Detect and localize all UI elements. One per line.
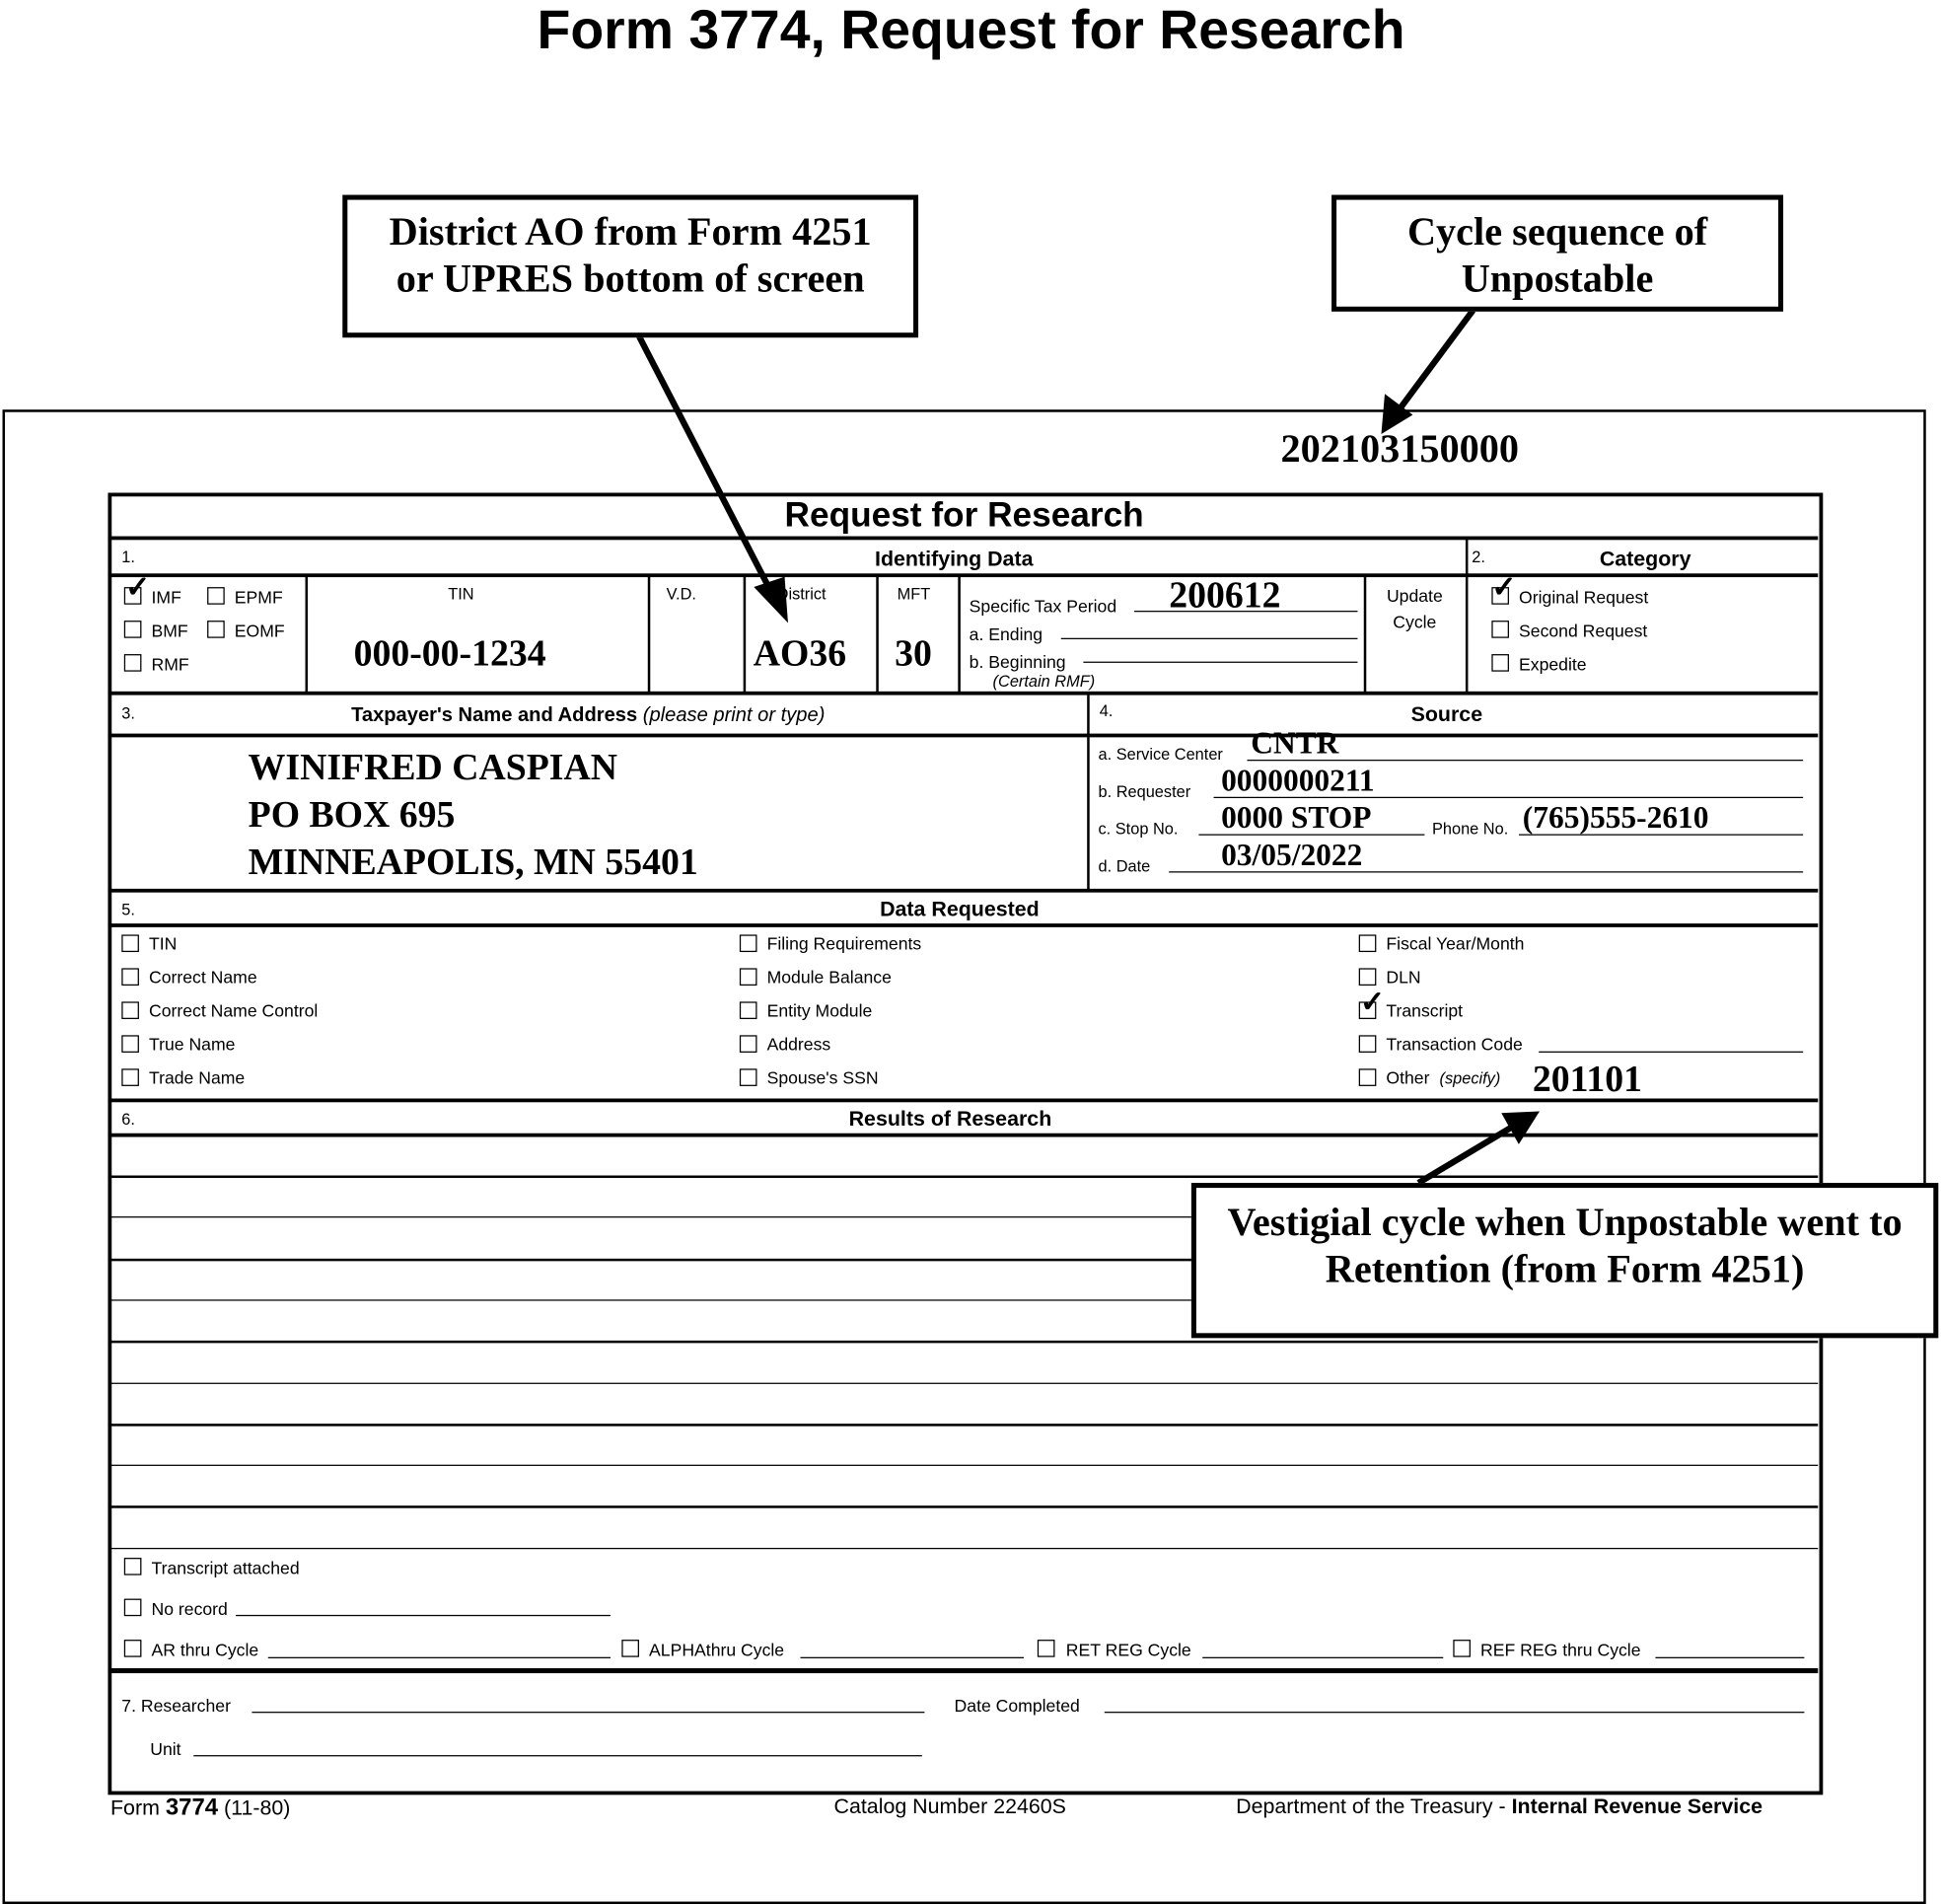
- label-spouse-s-ssn: Spouse's SSN: [766, 1067, 879, 1088]
- other-value[interactable]: 201101: [1532, 1059, 1643, 1100]
- mft-value[interactable]: 30: [895, 632, 932, 675]
- label-entity-module: Entity Module: [766, 1000, 873, 1021]
- label-module-balance: Module Balance: [766, 967, 892, 988]
- checkbox-correct-name-control[interactable]: [121, 1001, 139, 1019]
- checkbox-epmf[interactable]: [207, 587, 225, 605]
- section-title-category: Category: [1599, 547, 1691, 571]
- label-no-record: No record: [151, 1598, 228, 1619]
- catalog-number: Catalog Number 22460S: [833, 1794, 1066, 1819]
- checkbox-alpha-thru-cycle[interactable]: [621, 1640, 639, 1657]
- checkbox-filing-requirements[interactable]: [740, 934, 757, 952]
- section-title-identifying-data: Identifying Data: [875, 547, 1034, 571]
- checkbox-tin[interactable]: [121, 934, 139, 952]
- taxpayer-title: Taxpayer's Name and Address: [351, 704, 638, 727]
- requester-label: b. Requester: [1098, 781, 1191, 801]
- checkbox-address[interactable]: [740, 1035, 757, 1053]
- taxpayer-address-line2[interactable]: MINNEAPOLIS, MN 55401: [248, 842, 698, 883]
- requester-value[interactable]: 0000000211: [1221, 765, 1375, 799]
- checkbox-no-record[interactable]: [124, 1599, 142, 1617]
- page-title: Form 3774, Request for Research: [537, 0, 1405, 61]
- stop-value[interactable]: 0000 STOP: [1221, 801, 1372, 836]
- date-completed-label: Date Completed: [954, 1695, 1080, 1716]
- vd-label: V.D.: [666, 584, 696, 604]
- form-number-footer: [110, 1794, 290, 1822]
- results-line: [108, 1341, 1818, 1344]
- section-title-taxpayer: [351, 705, 825, 728]
- checkbox-rmf[interactable]: [124, 654, 142, 672]
- update-cycle-label: [1364, 583, 1466, 635]
- cycle-sequence: 202103150000: [1280, 425, 1520, 471]
- researcher-label: 7. Researcher: [121, 1695, 231, 1716]
- callout-vestigial: [1191, 1183, 1938, 1338]
- label-filing-requirements: Filing Requirements: [766, 933, 922, 954]
- form-title: Request for Research: [784, 495, 1144, 535]
- callout-line: or UPRES bottom of screen: [396, 256, 865, 301]
- service-center-value[interactable]: CNTR: [1251, 727, 1339, 762]
- tin-value[interactable]: 000-00-1234: [353, 632, 546, 675]
- checkbox-ref-reg-thru-cycle[interactable]: [1453, 1640, 1471, 1657]
- label-imf: IMF: [151, 587, 181, 608]
- taxpayer-address-line1[interactable]: PO BOX 695: [248, 794, 456, 836]
- other-specify-note: (specify): [1439, 1068, 1501, 1088]
- department: Department of the Treasury -: [1236, 1794, 1506, 1819]
- label-original-request: Original Request: [1519, 587, 1649, 608]
- label-second-request: Second Request: [1519, 621, 1648, 641]
- callout-line: Retention (from Form 4251): [1325, 1246, 1805, 1291]
- section-number: 1.: [121, 547, 135, 566]
- label-transaction-code: Transaction Code: [1386, 1034, 1523, 1055]
- checkbox-other[interactable]: [1359, 1068, 1377, 1086]
- checkbox-second-request[interactable]: [1491, 621, 1509, 638]
- label-other: Other: [1386, 1067, 1430, 1088]
- checkbox-transaction-code[interactable]: [1359, 1035, 1377, 1053]
- tin-label: TIN: [448, 584, 474, 604]
- label-correct-name: Correct Name: [148, 967, 257, 988]
- callout-cycle: [1331, 195, 1783, 312]
- checkbox-transcript-attached[interactable]: [124, 1558, 142, 1575]
- phone-label: Phone No.: [1431, 819, 1509, 839]
- checkbox-entity-module[interactable]: [740, 1001, 757, 1019]
- checkbox-module-balance[interactable]: [740, 968, 757, 986]
- update-label: Update: [1386, 585, 1443, 607]
- mft-label: MFT: [897, 584, 931, 604]
- label-true-name: True Name: [148, 1034, 236, 1055]
- section-title-source: Source: [1410, 702, 1483, 727]
- stop-label: c. Stop No.: [1098, 819, 1179, 839]
- date-label: d. Date: [1098, 856, 1151, 876]
- callout-district: [342, 195, 918, 338]
- department-footer: [1236, 1794, 1762, 1819]
- checkmark-icon: ✓: [125, 570, 151, 605]
- section-number: 4.: [1099, 700, 1114, 720]
- results-line: [108, 1548, 1818, 1549]
- form-date: (11-80): [224, 1795, 291, 1820]
- callout-line: Unpostable: [1461, 256, 1654, 301]
- district-label: District: [776, 584, 827, 604]
- label-trade-name: Trade Name: [148, 1067, 246, 1088]
- callout-line: Cycle sequence of: [1406, 208, 1708, 254]
- label-ret-reg-cycle: RET REG Cycle: [1065, 1640, 1191, 1660]
- checkbox-bmf[interactable]: [124, 621, 142, 638]
- results-line: [108, 1176, 1818, 1179]
- results-line: [108, 1382, 1818, 1383]
- label-correct-name-control: Correct Name Control: [148, 1000, 319, 1021]
- certain-rmf-note: (Certain RMF): [992, 671, 1096, 691]
- callout-line: District AO from Form 4251: [389, 208, 872, 254]
- label-eomf: EOMF: [234, 621, 285, 641]
- beginning-label: b. Beginning: [969, 651, 1066, 672]
- arrow-cycle: [1398, 311, 1474, 412]
- date-value[interactable]: 03/05/2022: [1221, 839, 1363, 873]
- form-box: [108, 493, 1823, 1795]
- checkbox-eomf[interactable]: [207, 621, 225, 638]
- ending-label: a. Ending: [969, 623, 1043, 645]
- label-dln: DLN: [1386, 967, 1421, 988]
- label-rmf: RMF: [151, 654, 189, 675]
- label-tin: TIN: [148, 933, 178, 954]
- label-ar-thru-cycle: AR thru Cycle: [151, 1640, 259, 1660]
- checkbox-dln[interactable]: [1359, 968, 1377, 986]
- results-line: [108, 1506, 1818, 1509]
- form-number: 3774: [165, 1794, 219, 1821]
- checkbox-expedite[interactable]: [1491, 654, 1509, 672]
- checkbox-trade-name[interactable]: [121, 1068, 139, 1086]
- label-address: Address: [766, 1034, 831, 1055]
- tax-period-label: Specific Tax Period: [969, 595, 1117, 617]
- form-prefix: Form: [109, 1795, 160, 1820]
- section-number: 5.: [121, 900, 135, 919]
- section-number: 2.: [1472, 547, 1485, 566]
- label-fiscal-year-month: Fiscal Year/Month: [1386, 933, 1525, 954]
- phone-value[interactable]: (765)555-2610: [1522, 801, 1709, 836]
- section-title-data-requested: Data Requested: [880, 897, 1040, 921]
- results-line: [108, 1424, 1818, 1427]
- cycle-label: Cycle: [1393, 612, 1437, 632]
- service-center-label: a. Service Center: [1098, 744, 1223, 764]
- taxpayer-title-note: (please print or type): [642, 704, 826, 727]
- checkbox-spouse-s-ssn[interactable]: [740, 1068, 757, 1086]
- callout-line: Vestigial cycle when Unpostable went to: [1227, 1199, 1903, 1244]
- tax-period-value[interactable]: 200612: [1169, 574, 1281, 617]
- taxpayer-name[interactable]: WINIFRED CASPIAN: [248, 747, 617, 788]
- checkmark-icon: ✓: [1491, 570, 1517, 605]
- label-alpha-thru-cycle: ALPHAthru Cycle: [649, 1640, 785, 1660]
- unit-label: Unit: [150, 1738, 181, 1759]
- label-transcript-attached: Transcript attached: [151, 1558, 300, 1578]
- label-epmf: EPMF: [234, 587, 283, 608]
- label-expedite: Expedite: [1519, 654, 1587, 675]
- checkbox-ar-thru-cycle[interactable]: [124, 1640, 142, 1657]
- district-value[interactable]: AO36: [753, 632, 847, 675]
- label-ref-reg-thru-cycle: REF REG thru Cycle: [1480, 1640, 1641, 1660]
- irs: Internal Revenue Service: [1511, 1794, 1762, 1819]
- checkbox-ret-reg-cycle[interactable]: [1038, 1640, 1055, 1657]
- section-number: 3.: [121, 703, 135, 723]
- checkbox-fiscal-year-month[interactable]: [1359, 934, 1377, 952]
- label-bmf: BMF: [151, 621, 188, 641]
- checkbox-correct-name[interactable]: [121, 968, 139, 986]
- section-number: 6.: [121, 1109, 135, 1129]
- label-transcript: Transcript: [1386, 1000, 1464, 1021]
- section-title-results: Results of Research: [848, 1107, 1052, 1132]
- results-line: [108, 1465, 1818, 1466]
- checkbox-true-name[interactable]: [121, 1035, 139, 1053]
- checkmark-icon: ✓: [1359, 986, 1386, 1019]
